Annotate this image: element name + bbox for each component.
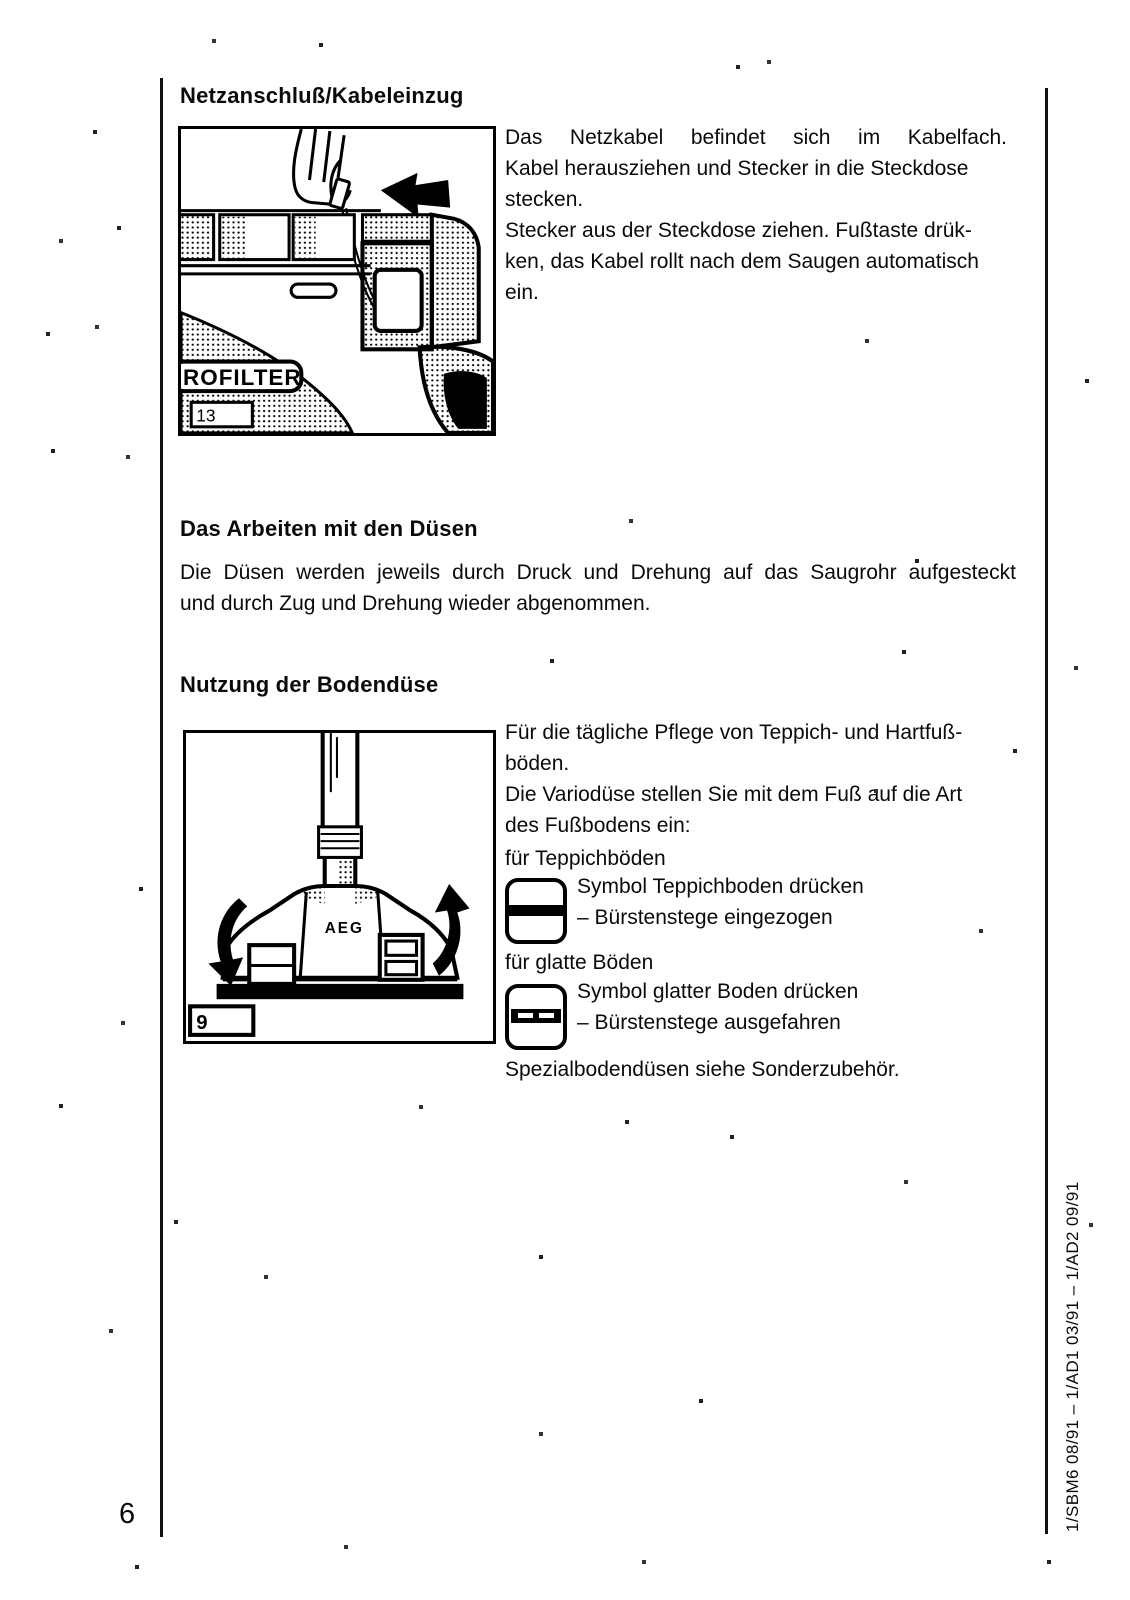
figure-floor-nozzle <box>183 730 496 1044</box>
smooth-floors-label: für glatte Böden <box>505 951 654 974</box>
duesen-intro-text <box>180 557 1016 619</box>
nozzle-intro-text <box>505 717 1020 841</box>
text-line: des Fußbodens ein: <box>505 814 691 837</box>
cable-instructions-text <box>505 122 1007 308</box>
text-line: Kabel herausziehen und Stecker in die Steckdose <box>505 157 969 180</box>
text-line: – Bürstenstege ausgefahren <box>577 1011 841 1034</box>
text-line: und durch Zug und Drehung wieder abgenommen. <box>180 592 651 615</box>
floor-nozzle-illustration <box>186 733 493 1041</box>
smooth-floor-symbol-icon <box>505 984 567 1050</box>
carpet-symbol-icon <box>505 878 567 944</box>
right-margin-rule <box>1045 88 1048 1534</box>
left-margin-rule <box>160 78 163 1537</box>
text-line: – Bürstenstege eingezogen <box>577 906 833 929</box>
text-line: böden. <box>505 752 570 775</box>
text-line: Stecker aus der Steckdose ziehen. Fußtaste drük- <box>505 219 972 242</box>
text-line: Die Variodüse stellen Sie mit dem Fuß auf die Art <box>505 783 963 806</box>
text-line: ein. <box>505 281 539 304</box>
carpet-floors-label: für Teppichböden <box>505 847 666 870</box>
text-line: stecken. <box>505 188 584 211</box>
text-line: Symbol Teppichboden drücken <box>577 875 864 898</box>
figure-cable-rewind <box>178 126 496 436</box>
figure-number: 9 <box>196 1011 208 1034</box>
nozzle-body <box>217 886 464 999</box>
print-code-vertical: 1/SBM6 08/91 – 1/AD1 03/91 – 1/AD2 09/91 <box>1063 1181 1082 1532</box>
plug-icon <box>330 179 350 209</box>
figure-number: 13 <box>196 405 216 426</box>
page-number: 6 <box>119 1498 136 1530</box>
section-heading-bodenduese: Nutzung der Bodendüse <box>180 672 439 697</box>
text-line: Das Netzkabel befindet sich im Kabelfach. <box>505 126 1007 149</box>
vacuum-body <box>181 211 493 433</box>
arrow-left-icon <box>381 173 450 218</box>
carpet-symbol-text <box>577 871 864 933</box>
text-line: Die Düsen werden jeweils durch Druck und Drehung auf das Saugrohr aufgesteckt <box>180 561 1016 584</box>
text-line: ken, das Kabel rollt nach dem Saugen automatisch <box>505 250 979 273</box>
smooth-floor-symbol-text <box>577 976 858 1038</box>
scan-noise-speckles <box>0 0 2 2</box>
brand-text: AEG <box>324 919 364 937</box>
special-nozzles-note: Spezialbodendüsen siehe Sonderzubehör. <box>505 1058 900 1081</box>
cable-rewind-illustration <box>181 129 493 433</box>
section-heading-netzanschluss: Netzanschluß/Kabeleinzug <box>180 83 464 108</box>
text-line: Symbol glatter Boden drücken <box>577 980 859 1003</box>
section-heading-duesen: Das Arbeiten mit den Düsen <box>180 516 478 541</box>
text-line: Für die tägliche Pflege von Teppich- und Hartfuß- <box>505 721 963 744</box>
filter-label-text: ROFILTER <box>183 365 302 390</box>
